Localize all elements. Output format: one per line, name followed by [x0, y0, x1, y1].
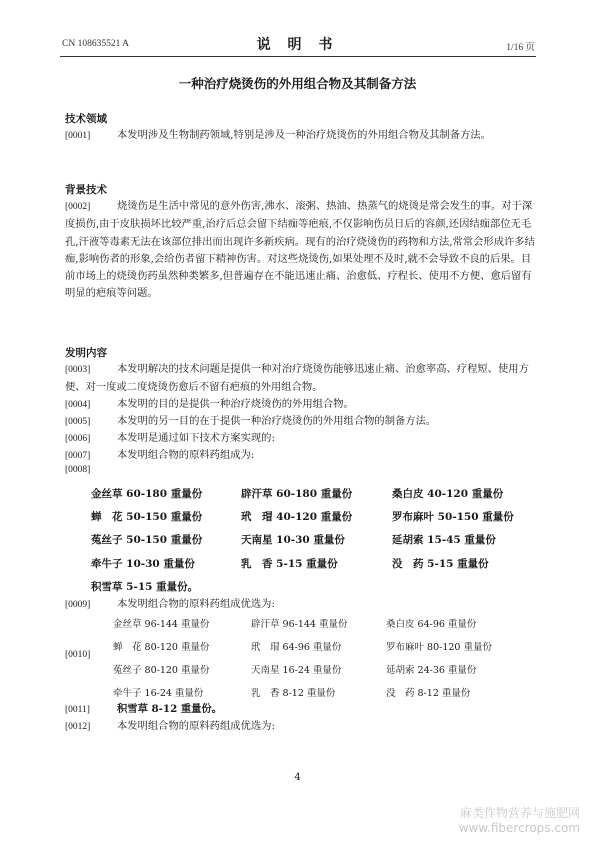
paragraph-0009 — [65, 596, 537, 614]
ingredient-item: 菟丝子 80-120 重量份 — [113, 665, 210, 676]
paragraph-0007 — [65, 447, 537, 465]
ingredient-item: 蝉 花 50-150 重量份 — [91, 511, 203, 523]
ingredient-item: 桑白皮 64-96 重量份 — [386, 619, 477, 630]
ingredient-item: 积雪草 5-15 重量份。 — [91, 581, 199, 593]
paragraph-text: 积雪草 8-12 重量份。 — [117, 703, 223, 715]
paragraph-number: [0002] — [65, 202, 91, 212]
paragraph-text: 本发明组合物的原料药组成为: — [117, 449, 255, 461]
ingredient-item: 乳 香 5-15 重量份 — [241, 558, 338, 570]
ingredient-item: 延胡索 15-45 重量份 — [392, 534, 496, 546]
paragraph-text: 本发明是通过如下技术方案实现的: — [117, 432, 275, 444]
patent-number: CN 108635521 A — [62, 39, 130, 49]
ingredient-item: 牵牛子 10-30 重量份 — [91, 558, 195, 570]
watermark — [459, 806, 580, 836]
ingredient-item: 金丝草 60-180 重量份 — [91, 488, 203, 500]
ingredient-item: 乳 香 8-12 重量份 — [251, 688, 336, 699]
section-heading-background: 背景技术 — [65, 184, 107, 196]
ingredient-item: 菟丝子 50-150 重量份 — [91, 534, 203, 546]
paragraph-number: [0005] — [65, 417, 91, 427]
ingredient-item: 玳 瑁 40-120 重量份 — [241, 511, 353, 523]
paragraph-text: 本发明的目的是提供一种治疗烧烫伤的外用组合物。 — [117, 398, 354, 410]
ingredient-item: 辟汗草 96-144 重量份 — [251, 619, 348, 630]
paragraph-number: [0006] — [65, 434, 91, 444]
paragraph-number: [0011] — [65, 705, 90, 715]
watermark-url: www.fibercrops.com — [458, 821, 580, 835]
ingredient-item: 辟汗草 60-180 重量份 — [241, 488, 353, 500]
document-type-heading: 说 明 书 — [256, 37, 339, 53]
section-heading-content: 发明内容 — [65, 347, 107, 359]
ingredient-item: 没 药 5-15 重量份 — [392, 558, 489, 570]
paragraph-0011 — [65, 701, 537, 719]
ingredient-item: 牵牛子 16-24 重量份 — [113, 688, 204, 699]
paragraph-number-0008: [0008] — [65, 465, 91, 475]
paragraph-0003 — [65, 361, 537, 397]
page-number: 4 — [294, 772, 301, 783]
paragraph-number: [0003] — [65, 365, 91, 375]
paragraph-text: 本发明涉及生物制药领域,特别是涉及一种治疗烧烫伤的外用组合物及其制备方法。 — [117, 129, 491, 141]
paragraph-number: [0007] — [65, 451, 91, 461]
paragraph-text: 本发明解决的技术问题是提供一种对治疗烧烫伤能够迅速止痛、治愈率高、疗程短、使用方便、对一度或二度烧烫伤愈后不留有疤痕的外用组合物。 — [65, 363, 529, 394]
document-title: 一种治疗烧烫伤的外用组合物及其制备方法 — [178, 76, 417, 91]
paragraph-number: [0012] — [65, 722, 91, 732]
ingredient-item: 罗布麻叶 80-120 重量份 — [386, 642, 492, 653]
paragraph-0012 — [65, 718, 537, 736]
header-divider — [60, 56, 536, 57]
ingredient-item: 罗布麻叶 50-150 重量份 — [392, 511, 514, 523]
ingredient-item: 玳 瑁 64-96 重量份 — [251, 642, 342, 653]
paragraph-0006 — [65, 430, 537, 448]
watermark-site-name: 麻类作物营养与施肥网 — [459, 806, 580, 820]
paragraph-0001 — [65, 127, 537, 145]
paragraph-number: [0009] — [65, 600, 91, 610]
ingredient-item: 桑白皮 40-120 重量份 — [392, 488, 504, 500]
paragraph-0002 — [65, 198, 537, 303]
paragraph-number-0010: [0010] — [65, 650, 91, 660]
ingredient-item: 蝉 花 80-120 重量份 — [113, 642, 210, 653]
paragraph-text: 本发明组合物的原料药组成优选为: — [117, 720, 275, 732]
ingredient-item: 没 药 8-12 重量份 — [386, 688, 471, 699]
ingredient-item: 天南星 16-24 重量份 — [251, 665, 342, 676]
section-heading-tech-field: 技术领域 — [65, 113, 107, 125]
paragraph-text: 本发明的另一目的在于提供一种治疗烧烫伤的外用组合物的制备方法。 — [117, 415, 437, 427]
page-indicator: 1/16 页 — [506, 43, 535, 53]
paragraph-text: 本发明组合物的原料药组成优选为: — [117, 598, 275, 610]
paragraph-0004 — [65, 396, 537, 414]
ingredient-item: 金丝草 96-144 重量份 — [113, 619, 210, 630]
paragraph-number: [0001] — [65, 131, 91, 141]
ingredient-item: 天南星 10-30 重量份 — [241, 534, 345, 546]
paragraph-text: 烧烫伤是生活中常见的意外伤害,沸水、滚粥、热油、热蒸气的烧烫是常会发生的事。对于深度损伤,由于皮肤损坏比较严重,治疗后总会留下结痂等疤痕,不仅影响伤员日后的容颜,还因结痂部位无毛孔,汗液等毒素无法在该部位排出而出现许多新疾病。现有的治疗烧烫伤的药物和方法,常常会形成许多结痂,影响伤者的形象,会给伤者留下精神伤害。对这些烧烫伤,如果处理不及时,就不会导致不良的后果。目前市场上的烧烫伤药虽然种类繁多,但普遍存在不能迅速止痛、治愈低、疗程长、使用不方便、愈后留有明显的疤痕等问题。 — [65, 200, 535, 300]
paragraph-0005 — [65, 413, 537, 431]
paragraph-number: [0004] — [65, 400, 91, 410]
ingredient-item: 延胡索 24-36 重量份 — [386, 665, 477, 676]
